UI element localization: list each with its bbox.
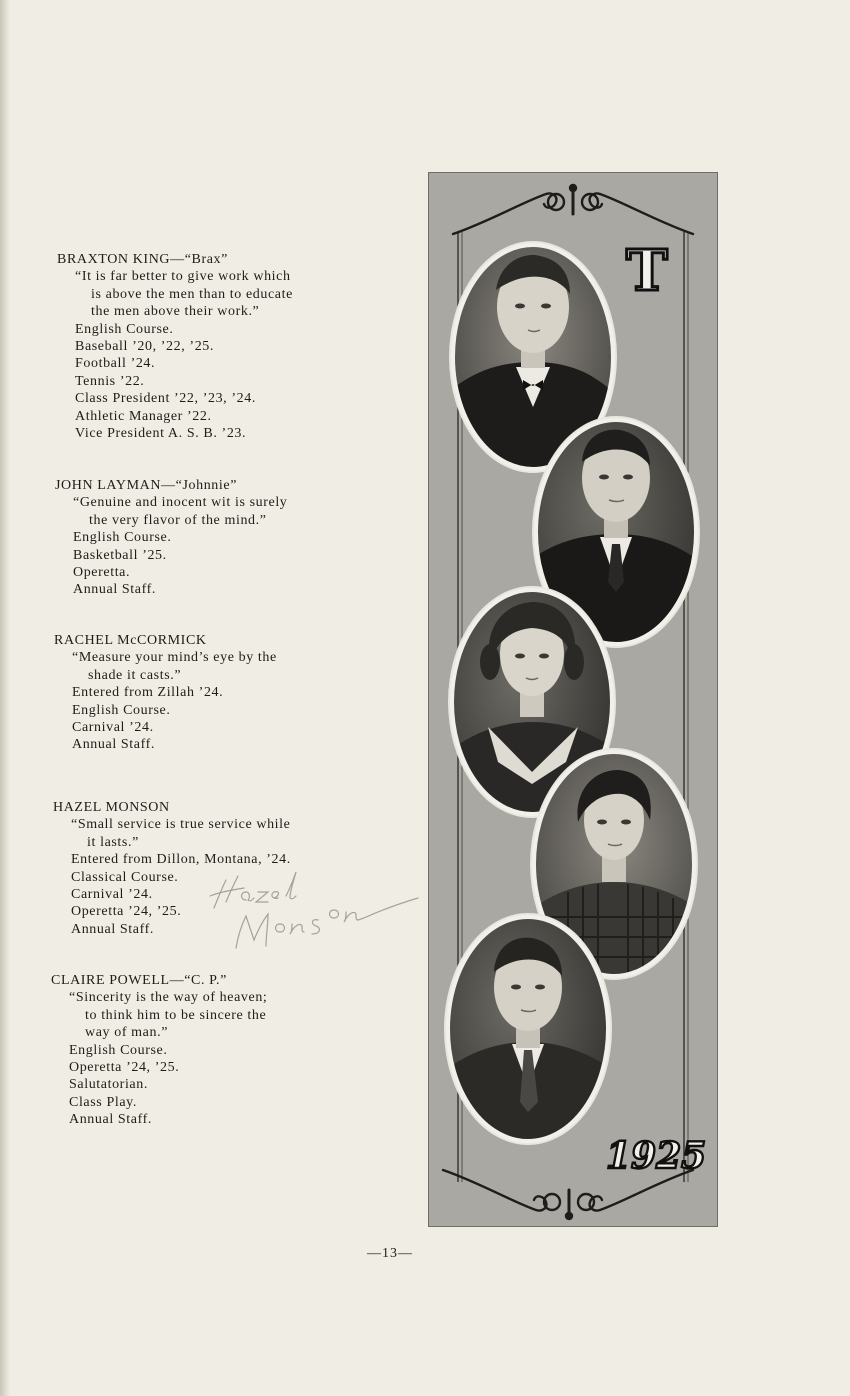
entry-quote bbox=[54, 649, 277, 684]
detail-line: Annual Staff. bbox=[71, 921, 154, 937]
entry-details bbox=[55, 529, 287, 599]
svg-text:T: T bbox=[626, 238, 668, 304]
detail-line: Classical Course. bbox=[71, 869, 179, 885]
page-number: —13— bbox=[367, 1246, 413, 1261]
quote-line: the men above their work.” bbox=[91, 304, 260, 320]
entry-details bbox=[54, 684, 277, 754]
entry-quote bbox=[55, 494, 287, 529]
entry-quote bbox=[51, 989, 267, 1041]
quote-line: the very flavor of the mind.” bbox=[89, 512, 267, 528]
entry-name: BRAXTON KING—“Brax” bbox=[57, 252, 228, 267]
detail-line: Football ’24. bbox=[75, 356, 156, 372]
detail-line: Carnival ’24. bbox=[71, 887, 153, 903]
entry-braxton-king bbox=[57, 251, 293, 442]
entry-name: CLAIRE POWELL—“C. P.” bbox=[51, 973, 227, 988]
detail-line: Salutatorian. bbox=[69, 1077, 148, 1093]
handwritten-signature bbox=[206, 870, 426, 960]
entry-name: RACHEL McCORMICK bbox=[54, 633, 207, 648]
quote-line: “Sincerity is the way of heaven; bbox=[69, 990, 268, 1006]
detail-line: Class Play. bbox=[69, 1094, 137, 1110]
quote-line: shade it casts.” bbox=[88, 667, 182, 683]
quote-line: it lasts.” bbox=[87, 834, 139, 850]
detail-line: Athletic Manager ’22. bbox=[75, 408, 212, 424]
detail-line: Vice President A. S. B. ’23. bbox=[75, 426, 247, 442]
detail-line: Annual Staff. bbox=[69, 1112, 152, 1128]
detail-line: English Course. bbox=[72, 702, 171, 718]
entry-details bbox=[57, 321, 293, 443]
detail-line: Annual Staff. bbox=[72, 737, 155, 753]
entry-quote bbox=[57, 268, 293, 320]
detail-line: Operetta ’24, ’25. bbox=[71, 904, 182, 920]
detail-line: Baseball ’20, ’22, ’25. bbox=[75, 339, 214, 355]
detail-line: Basketball ’25. bbox=[73, 547, 167, 563]
quote-line: “Genuine and inocent wit is surely bbox=[73, 495, 288, 511]
year-emblem bbox=[606, 1135, 706, 1177]
detail-line: English Course. bbox=[73, 530, 172, 546]
entry-rachel-mccormick bbox=[54, 632, 277, 754]
detail-line: English Course. bbox=[75, 321, 174, 337]
entry-details bbox=[51, 1042, 267, 1129]
portrait-panel bbox=[428, 172, 718, 1227]
detail-line: English Course. bbox=[69, 1042, 168, 1058]
quote-line: “Small service is true service while bbox=[71, 817, 291, 833]
entry-claire-powell bbox=[51, 972, 267, 1129]
panel-letter-t bbox=[626, 238, 668, 304]
entry-name: JOHN LAYMAN—“Johnnie” bbox=[55, 478, 238, 493]
quote-line: “It is far better to give work which bbox=[75, 269, 291, 285]
quote-line: is above the men than to educate bbox=[91, 286, 293, 302]
detail-line: Carnival ’24. bbox=[72, 720, 154, 736]
detail-line: Annual Staff. bbox=[73, 582, 156, 598]
entry-john-layman bbox=[55, 477, 287, 599]
detail-line: Entered from Dillon, Montana, ’24. bbox=[71, 852, 291, 868]
entry-name: HAZEL MONSON bbox=[53, 800, 170, 815]
detail-line: Class President ’22, ’23, ’24. bbox=[75, 391, 256, 407]
quote-line: “Measure your mind’s eye by the bbox=[72, 650, 277, 666]
svg-text:1925: 1925 bbox=[606, 1135, 707, 1177]
detail-line: Entered from Zillah ’24. bbox=[72, 685, 224, 701]
detail-line: Operetta ’24, ’25. bbox=[69, 1060, 180, 1076]
quote-line: to think him to be sincere the bbox=[85, 1007, 267, 1023]
detail-line: Tennis ’22. bbox=[75, 373, 145, 389]
detail-line: Operetta. bbox=[73, 565, 131, 581]
entry-quote bbox=[53, 816, 291, 851]
quote-line: way of man.” bbox=[85, 1025, 169, 1041]
